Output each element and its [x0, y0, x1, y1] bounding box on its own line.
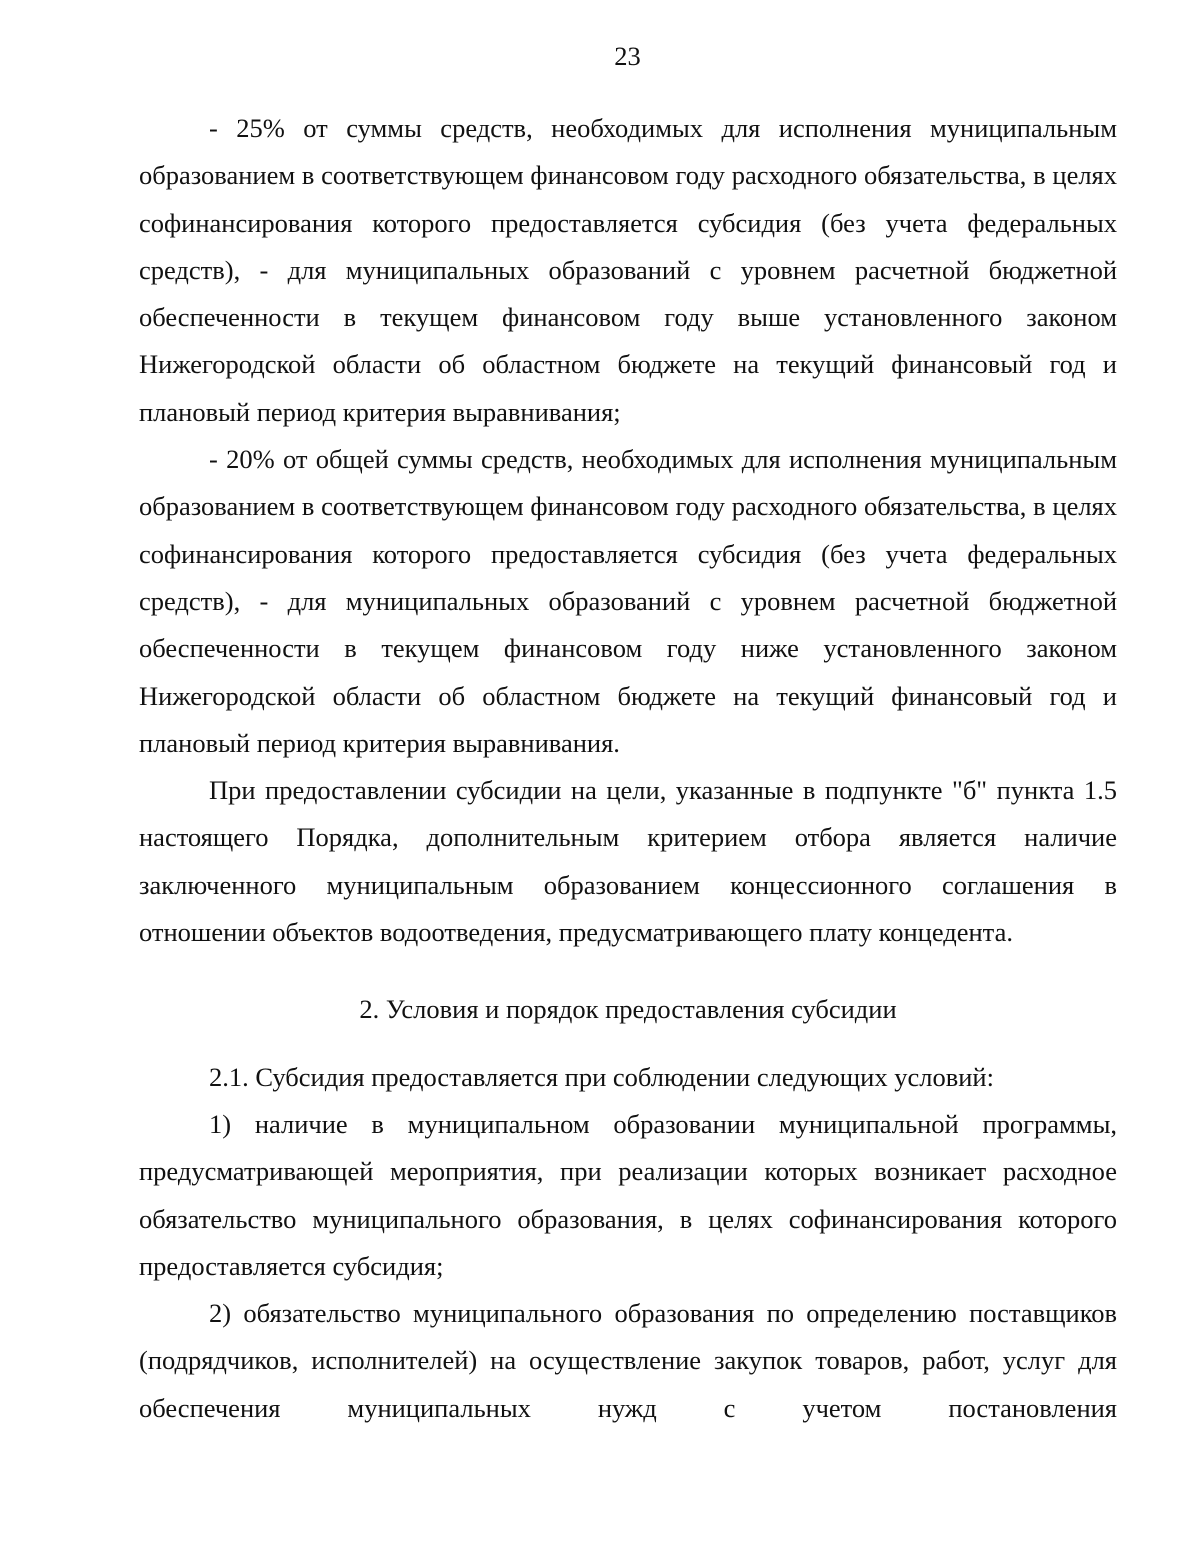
paragraph-condition-2: 2) обязательство муниципального образования по определению поставщиков (подрядчиков, исполнителей) на осуществление закупок товаров, работ, услуг для обеспечения муниципальных нужд с учетом постановления	[139, 1298, 1117, 1423]
paragraph-condition-1: 1) наличие в муниципальном образовании муниципальной программы, предусматривающей мероприятия, при реализации которых возникает расходное обязательство муниципального образования, в целях софинансирования которого предоставляется субсидия;	[139, 1108, 1117, 1281]
page-number: 23	[614, 41, 641, 71]
paragraph-criterion-20-percent: - 20% от общей суммы средств, необходимых для исполнения муниципальным образованием в соответствующем финансовом году расходного обязательства, в целях софинансирования которого предоставляется субсидия (без учета федеральных средств), - для муниципальных образований с уровнем расчетной бюджетной обеспеченности в текущем финансовом году ниже установленного законом Нижегородской области об областном бюджете на текущий финансовый год и плановый период критерия выравнивания.	[139, 444, 1117, 758]
document-body	[139, 105, 1117, 1432]
paragraph-criterion-25-percent: - 25% от суммы средств, необходимых для исполнения муниципальным образованием в соответствующем финансовом году расходного обязательства, в целях софинансирования которого предоставляется субсидия (без учета федеральных средств), - для муниципальных образований с уровнем расчетной бюджетной обеспеченности в текущем финансовом году выше установленного законом Нижегородской области об областном бюджете на текущий финансовый год и плановый период критерия выравнивания;	[139, 113, 1117, 427]
section-heading: 2. Условия и порядок предоставления субсидии	[359, 994, 897, 1025]
paragraph-2-1: 2.1. Субсидия предоставляется при соблюдении следующих условий:	[209, 1061, 994, 1092]
paragraph-additional-criterion: При предоставлении субсидии на цели, указанные в подпункте "б" пункта 1.5 настоящего Порядка, дополнительным критерием отбора является наличие заключенного муниципальным образованием концессионного соглашения в отношении объектов водоотведения, предусматривающего плату концедента.	[139, 775, 1117, 948]
